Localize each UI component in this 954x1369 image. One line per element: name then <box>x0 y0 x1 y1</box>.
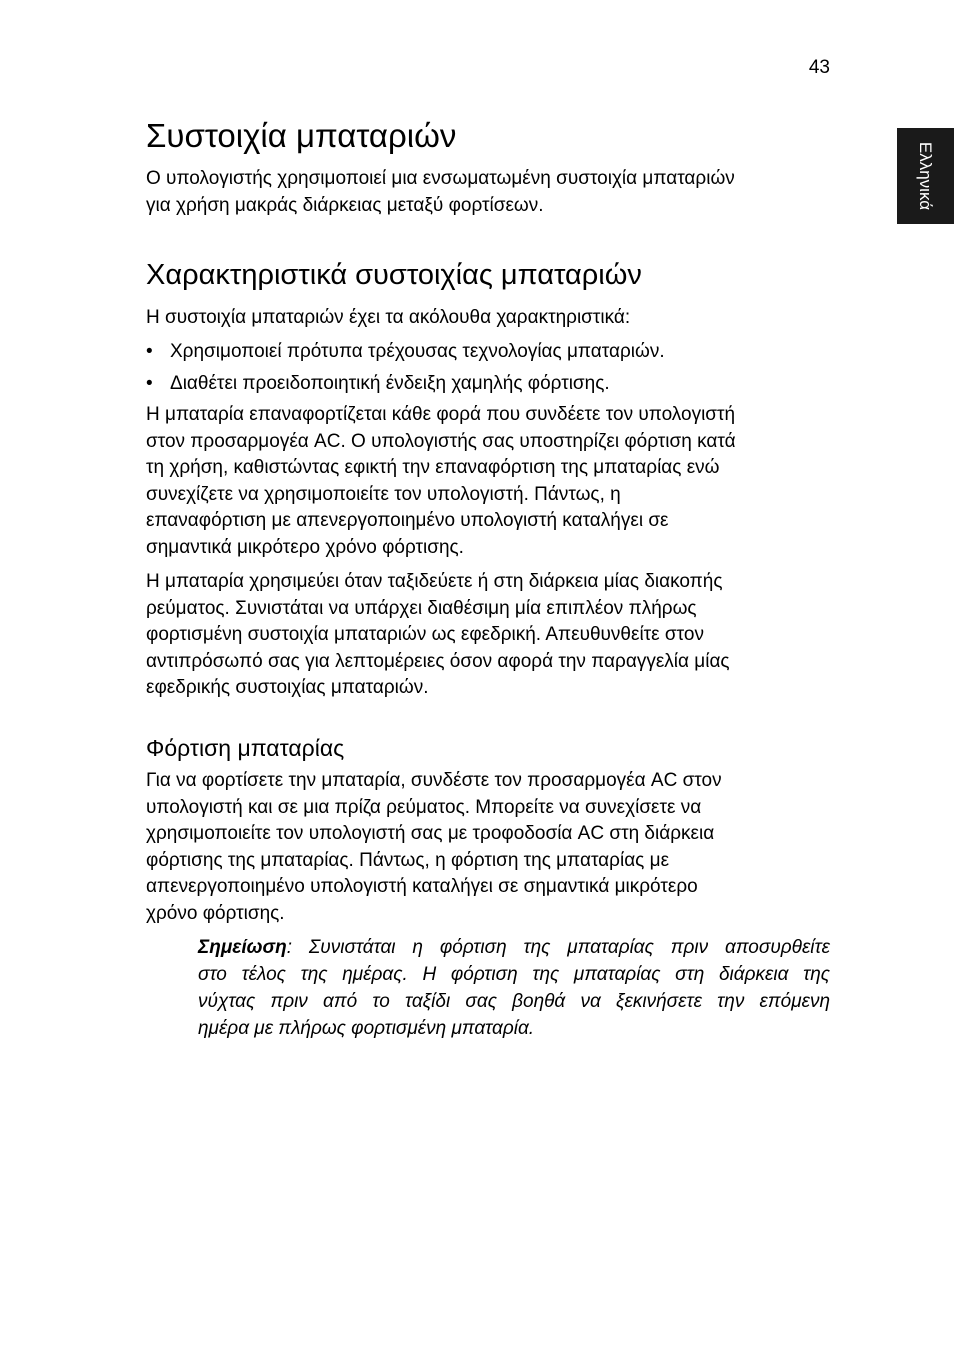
note-block <box>198 934 830 1042</box>
note-first-line <box>198 934 830 961</box>
intro-paragraph <box>146 166 830 219</box>
note-label: Σημείωση <box>198 937 287 958</box>
bullet-marker: • <box>146 373 153 394</box>
recharge-paragraph <box>146 402 830 562</box>
bullet-text: Διαθέτει προειδοποιητική ένδειξη χαμηλής φόρτισης. <box>170 373 610 394</box>
note-line: ημέρα με πλήρως φορτισμένη μπαταρία. <box>198 1018 535 1039</box>
language-tab-label: Ελληνικά <box>916 141 935 211</box>
text-line: συνεχίζετε να χρησιμοποιείτε τον υπολογιστή. Πάντως, η <box>146 483 621 505</box>
note-text: : Συνιστάται η φόρτιση της μπαταρίας πριν αποσυρθείτε <box>286 937 830 958</box>
charging-paragraph <box>146 768 830 928</box>
text-line: Η συστοιχία μπαταριών έχει τα ακόλουθα χαρακτηριστικά: <box>146 307 631 328</box>
characteristics-lead <box>146 305 830 332</box>
text-line: σημαντικά μικρότερο χρόνο φόρτισης. <box>146 536 464 558</box>
text-line: ρεύματος. Συνιστάται να υπάρχει διαθέσιμη μία επιπλέον πλήρως <box>146 597 697 619</box>
text-line: φορτισμένη συστοιχία μπαταριών ως εφεδρική. Απευθυνθείτε στον <box>146 624 704 646</box>
characteristics-heading: Χαρακτηριστικά συστοιχίας μπαταριών <box>146 259 642 291</box>
bullet-marker: • <box>146 341 153 362</box>
text-line: Η μπαταρία χρησιμεύει όταν ταξιδεύετε ή στη διάρκεια μίας διακοπής <box>146 571 723 592</box>
language-tab <box>897 128 954 224</box>
text-line: εφεδρικής συστοιχίας μπαταριών. <box>146 677 429 699</box>
section-title: Συστοιχία μπαταριών <box>146 117 457 154</box>
text-line: επαναφόρτιση με απενεργοποιημένο υπολογιστή καταλήγει σε <box>146 510 669 532</box>
text-line: Ο υπολογιστής χρησιμοποιεί μια ενσωματωμένη συστοιχία μπαταριών <box>146 168 735 189</box>
page-number: 43 <box>808 57 830 78</box>
text-line: χρησιμοποιείτε τον υπολογιστή σας με τροφοδοσία AC στη διάρκεια <box>146 823 715 845</box>
text-line: αντιπρόσωπό σας για λεπτομέρειες όσον αφορά την παραγγελία μίας <box>146 650 730 672</box>
text-line: απενεργοποιημένο υπολογιστή καταλήγει σε σημαντικά μικρότερο <box>146 876 698 898</box>
charging-heading: Φόρτιση μπαταρίας <box>146 735 345 761</box>
bullet-text: Χρησιμοποιεί πρότυπα τρέχουσας τεχνολογίας μπαταριών. <box>170 341 665 362</box>
text-line: υπολογιστή και σε μια πρίζα ρεύματος. Μπορείτε να συνεχίσετε να <box>146 796 702 818</box>
travel-paragraph <box>146 569 830 702</box>
note-line: νύχτας πριν από το ταξίδι σας βοηθά να ξεκινήσετε την επόμενη <box>198 991 830 1012</box>
text-line: για χρήση μακράς διάρκειας μεταξύ φορτίσεων. <box>146 194 544 216</box>
text-line: τη χρήση, καθιστώντας εφικτή την επαναφόρτιση της μπαταρίας ενώ <box>146 457 720 479</box>
text-line: στον προσαρμογέα AC. Ο υπολογιστής σας υποστηρίζει φόρτιση κατά <box>146 430 736 452</box>
text-line: φόρτισης της μπαταρίας. Πάντως, η φόρτιση της μπαταρίας με <box>146 849 670 871</box>
text-line: Για να φορτίσετε την μπαταρία, συνδέστε τον προσαρμογέα AC στον <box>146 770 722 791</box>
note-line: στο τέλος της ημέρας. Η φόρτιση της μπαταρίας στη διάρκεια της <box>198 964 830 985</box>
text-line: Η μπαταρία επαναφορτίζεται κάθε φορά που συνδέετε τον υπολογιστή <box>146 404 736 425</box>
text-line: χρόνο φόρτισης. <box>146 902 285 924</box>
